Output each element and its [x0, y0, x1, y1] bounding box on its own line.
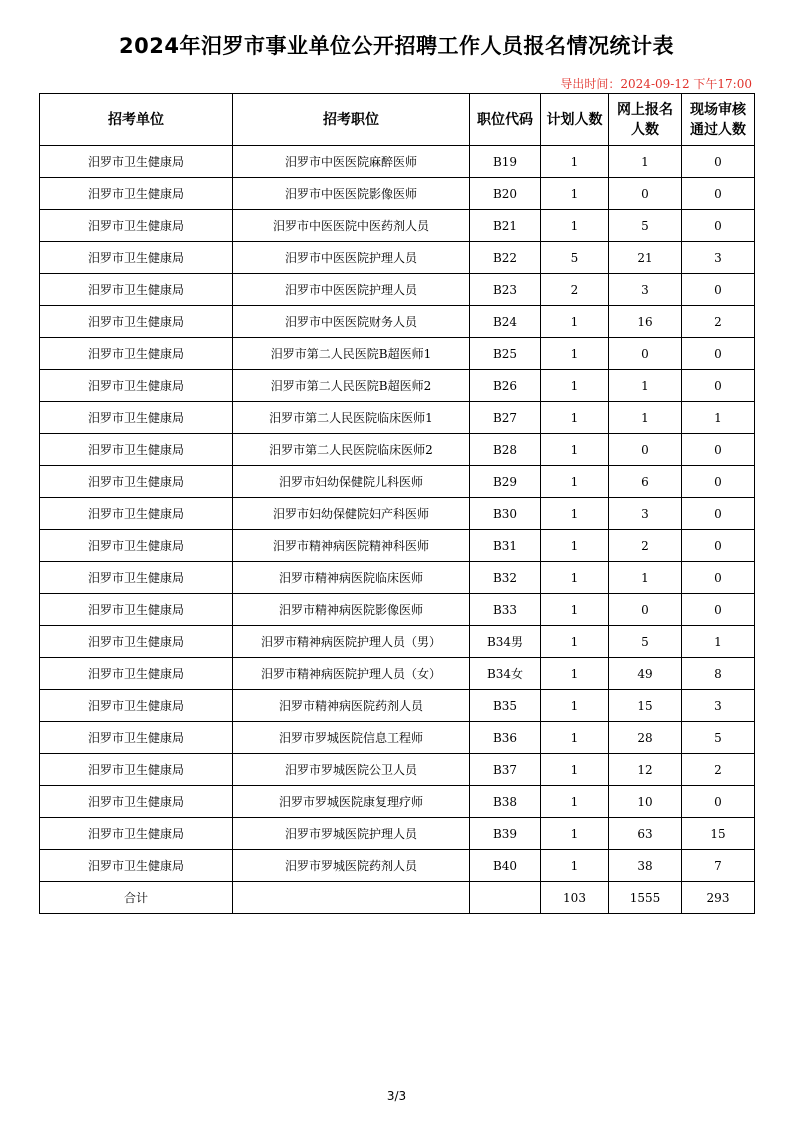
position-cell: 汨罗市精神病医院临床医师 [233, 562, 470, 594]
planned-cell: 1 [541, 850, 609, 882]
position-cell: 汨罗市精神病医院药剂人员 [233, 690, 470, 722]
planned-cell: 1 [541, 658, 609, 690]
unit-cell: 汨罗市卫生健康局 [40, 850, 233, 882]
table-row [40, 146, 755, 178]
passed-cell: 0 [682, 562, 755, 594]
planned-cell: 1 [541, 146, 609, 178]
total-planned-cell: 103 [541, 882, 609, 914]
total-passed-cell: 293 [682, 882, 755, 914]
table-row [40, 594, 755, 626]
planned-cell: 1 [541, 530, 609, 562]
position-cell: 汨罗市中医医院中医药剂人员 [233, 210, 470, 242]
planned-cell: 1 [541, 466, 609, 498]
online-cell: 2 [609, 530, 682, 562]
total-code-cell [470, 882, 541, 914]
position-cell: 汨罗市第二人民医院B超医师2 [233, 370, 470, 402]
position-cell: 汨罗市罗城医院康复理疗师 [233, 786, 470, 818]
position-cell: 汨罗市妇幼保健院儿科医师 [233, 466, 470, 498]
unit-cell: 汨罗市卫生健康局 [40, 306, 233, 338]
unit-cell: 汨罗市卫生健康局 [40, 274, 233, 306]
unit-cell: 汨罗市卫生健康局 [40, 498, 233, 530]
code-cell: B29 [470, 466, 541, 498]
table-row [40, 530, 755, 562]
passed-cell: 0 [682, 530, 755, 562]
code-cell: B25 [470, 338, 541, 370]
unit-cell: 汨罗市卫生健康局 [40, 242, 233, 274]
code-cell: B34男 [470, 626, 541, 658]
position-cell: 汨罗市中医医院麻醉医师 [233, 146, 470, 178]
online-cell: 6 [609, 466, 682, 498]
table-row [40, 274, 755, 306]
code-cell: B19 [470, 146, 541, 178]
total-unit-cell: 合计 [40, 882, 233, 914]
planned-cell: 1 [541, 210, 609, 242]
table-row [40, 498, 755, 530]
code-cell: B34女 [470, 658, 541, 690]
passed-cell: 3 [682, 690, 755, 722]
table-row [40, 626, 755, 658]
code-cell: B23 [470, 274, 541, 306]
code-cell: B37 [470, 754, 541, 786]
unit-cell: 汨罗市卫生健康局 [40, 178, 233, 210]
position-cell: 汨罗市罗城医院护理人员 [233, 818, 470, 850]
passed-cell: 8 [682, 658, 755, 690]
position-cell: 汨罗市中医医院护理人员 [233, 274, 470, 306]
table-row [40, 722, 755, 754]
header-onsite-label: 现场审核通过人数 [690, 101, 746, 138]
table-row [40, 754, 755, 786]
online-cell: 28 [609, 722, 682, 754]
online-cell: 1 [609, 402, 682, 434]
page-number: 3/3 [386, 1089, 407, 1103]
code-cell: B39 [470, 818, 541, 850]
planned-cell: 1 [541, 498, 609, 530]
position-cell: 汨罗市第二人民医院B超医师1 [233, 338, 470, 370]
table-row [40, 178, 755, 210]
planned-cell: 1 [541, 370, 609, 402]
header-online-registrations [609, 94, 682, 146]
code-cell: B31 [470, 530, 541, 562]
table-row [40, 306, 755, 338]
table-row [40, 402, 755, 434]
planned-cell: 1 [541, 402, 609, 434]
planned-cell: 1 [541, 722, 609, 754]
code-cell: B40 [470, 850, 541, 882]
passed-cell: 2 [682, 754, 755, 786]
unit-cell: 汨罗市卫生健康局 [40, 530, 233, 562]
code-cell: B38 [470, 786, 541, 818]
unit-cell: 汨罗市卫生健康局 [40, 402, 233, 434]
code-cell: B27 [470, 402, 541, 434]
code-cell: B21 [470, 210, 541, 242]
unit-cell: 汨罗市卫生健康局 [40, 562, 233, 594]
passed-cell: 0 [682, 274, 755, 306]
position-cell: 汨罗市罗城医院药剂人员 [233, 850, 470, 882]
code-cell: B24 [470, 306, 541, 338]
passed-cell: 15 [682, 818, 755, 850]
online-cell: 3 [609, 498, 682, 530]
unit-cell: 汨罗市卫生健康局 [40, 754, 233, 786]
unit-cell: 汨罗市卫生健康局 [40, 690, 233, 722]
export-timestamp: 导出时间：2024-09-12 下午17:00 [560, 77, 752, 91]
unit-cell: 汨罗市卫生健康局 [40, 338, 233, 370]
header-position: 招考职位 [233, 94, 470, 146]
online-cell: 16 [609, 306, 682, 338]
planned-cell: 1 [541, 626, 609, 658]
position-cell: 汨罗市中医医院护理人员 [233, 242, 470, 274]
unit-cell: 汨罗市卫生健康局 [40, 210, 233, 242]
position-cell: 汨罗市罗城医院公卫人员 [233, 754, 470, 786]
total-row [40, 882, 755, 914]
planned-cell: 1 [541, 434, 609, 466]
online-cell: 12 [609, 754, 682, 786]
table-row [40, 690, 755, 722]
planned-cell: 1 [541, 690, 609, 722]
code-cell: B30 [470, 498, 541, 530]
planned-cell: 1 [541, 818, 609, 850]
online-cell: 10 [609, 786, 682, 818]
online-cell: 0 [609, 338, 682, 370]
unit-cell: 汨罗市卫生健康局 [40, 626, 233, 658]
header-onsite-passed [682, 94, 755, 146]
unit-cell: 汨罗市卫生健康局 [40, 146, 233, 178]
online-cell: 21 [609, 242, 682, 274]
passed-cell: 0 [682, 210, 755, 242]
header-row [40, 94, 755, 146]
passed-cell: 1 [682, 626, 755, 658]
online-cell: 0 [609, 434, 682, 466]
registration-table [39, 93, 755, 914]
unit-cell: 汨罗市卫生健康局 [40, 466, 233, 498]
code-cell: B36 [470, 722, 541, 754]
table-row [40, 242, 755, 274]
unit-cell: 汨罗市卫生健康局 [40, 370, 233, 402]
position-cell: 汨罗市精神病医院影像医师 [233, 594, 470, 626]
header-planned: 计划人数 [541, 94, 609, 146]
table-row [40, 658, 755, 690]
passed-cell: 0 [682, 594, 755, 626]
table-row [40, 786, 755, 818]
online-cell: 3 [609, 274, 682, 306]
code-cell: B20 [470, 178, 541, 210]
unit-cell: 汨罗市卫生健康局 [40, 818, 233, 850]
passed-cell: 2 [682, 306, 755, 338]
passed-cell: 0 [682, 434, 755, 466]
table-row [40, 850, 755, 882]
online-cell: 0 [609, 178, 682, 210]
passed-cell: 0 [682, 338, 755, 370]
total-online-cell: 1555 [609, 882, 682, 914]
online-cell: 38 [609, 850, 682, 882]
header-code: 职位代码 [470, 94, 541, 146]
table-row [40, 562, 755, 594]
code-cell: B35 [470, 690, 541, 722]
position-cell: 汨罗市妇幼保健院妇产科医师 [233, 498, 470, 530]
position-cell: 汨罗市第二人民医院临床医师1 [233, 402, 470, 434]
total-position-cell [233, 882, 470, 914]
planned-cell: 1 [541, 754, 609, 786]
position-cell: 汨罗市中医医院财务人员 [233, 306, 470, 338]
planned-cell: 1 [541, 338, 609, 370]
unit-cell: 汨罗市卫生健康局 [40, 594, 233, 626]
table-row [40, 370, 755, 402]
code-cell: B32 [470, 562, 541, 594]
planned-cell: 1 [541, 562, 609, 594]
online-cell: 49 [609, 658, 682, 690]
position-cell: 汨罗市罗城医院信息工程师 [233, 722, 470, 754]
unit-cell: 汨罗市卫生健康局 [40, 722, 233, 754]
header-unit: 招考单位 [40, 94, 233, 146]
passed-cell: 3 [682, 242, 755, 274]
table-row [40, 338, 755, 370]
unit-cell: 汨罗市卫生健康局 [40, 658, 233, 690]
planned-cell: 1 [541, 786, 609, 818]
online-cell: 63 [609, 818, 682, 850]
online-cell: 0 [609, 594, 682, 626]
passed-cell: 1 [682, 402, 755, 434]
online-cell: 5 [609, 210, 682, 242]
online-cell: 15 [609, 690, 682, 722]
page-title: 2024年汨罗市事业单位公开招聘工作人员报名情况统计表 [119, 34, 674, 58]
planned-cell: 2 [541, 274, 609, 306]
unit-cell: 汨罗市卫生健康局 [40, 434, 233, 466]
table-row [40, 210, 755, 242]
passed-cell: 0 [682, 466, 755, 498]
passed-cell: 0 [682, 498, 755, 530]
passed-cell: 5 [682, 722, 755, 754]
online-cell: 1 [609, 370, 682, 402]
passed-cell: 0 [682, 786, 755, 818]
header-online-label: 网上报名人数 [617, 101, 673, 138]
code-cell: B22 [470, 242, 541, 274]
planned-cell: 1 [541, 178, 609, 210]
passed-cell: 7 [682, 850, 755, 882]
planned-cell: 1 [541, 594, 609, 626]
position-cell: 汨罗市第二人民医院临床医师2 [233, 434, 470, 466]
passed-cell: 0 [682, 370, 755, 402]
table-row [40, 818, 755, 850]
position-cell: 汨罗市精神病医院护理人员（女） [233, 658, 470, 690]
planned-cell: 1 [541, 306, 609, 338]
position-cell: 汨罗市精神病医院精神科医师 [233, 530, 470, 562]
code-cell: B33 [470, 594, 541, 626]
code-cell: B28 [470, 434, 541, 466]
planned-cell: 5 [541, 242, 609, 274]
position-cell: 汨罗市精神病医院护理人员（男） [233, 626, 470, 658]
position-cell: 汨罗市中医医院影像医师 [233, 178, 470, 210]
online-cell: 1 [609, 562, 682, 594]
passed-cell: 0 [682, 146, 755, 178]
unit-cell: 汨罗市卫生健康局 [40, 786, 233, 818]
code-cell: B26 [470, 370, 541, 402]
passed-cell: 0 [682, 178, 755, 210]
table-row [40, 434, 755, 466]
table-row [40, 466, 755, 498]
online-cell: 1 [609, 146, 682, 178]
online-cell: 5 [609, 626, 682, 658]
